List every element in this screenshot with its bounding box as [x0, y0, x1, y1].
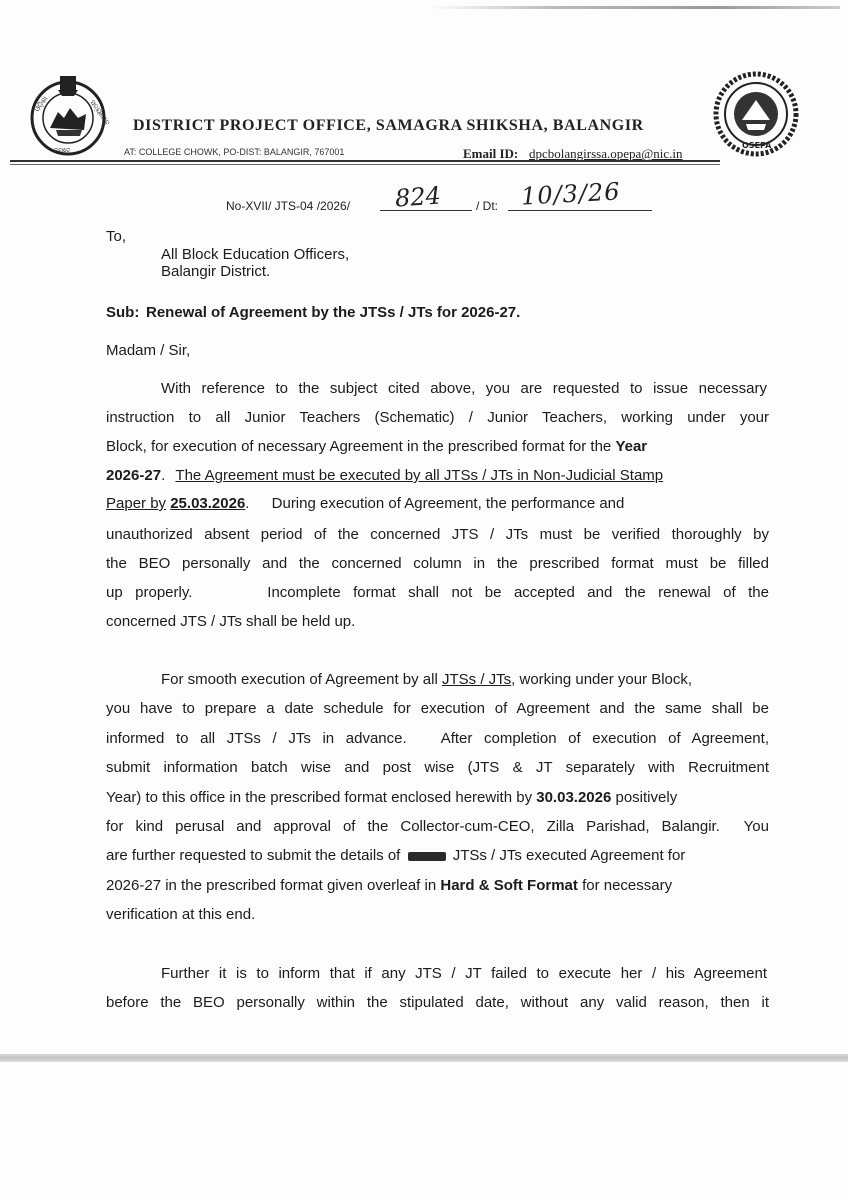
para1-paper-by: Paper by — [106, 495, 167, 512]
para1-line-3 — [106, 438, 647, 455]
handwritten-letter-number: 824 — [394, 181, 442, 213]
para2-line-7-text: are further requested to submit the details of — [106, 847, 401, 864]
para1-deadline-date: 25.03.2026 — [170, 495, 246, 512]
para2-line-5 — [106, 789, 677, 806]
reference-number: No-XVII/ JTS-04 /2026/ — [226, 199, 351, 213]
addressee-line-1: All Block Education Officers, — [161, 246, 350, 263]
para2-deadline-date: 30.03.2026 — [536, 789, 612, 806]
osepa-seal-icon — [712, 70, 800, 158]
para2-line-5-text: Year) to this office in the prescribed format enclosed herewith by — [106, 789, 533, 806]
scan-edge-line — [430, 6, 840, 9]
page-fold-edge — [0, 1054, 848, 1062]
para2-line-1-end: , working under your Block, — [511, 671, 693, 688]
para2-line-7 — [106, 847, 685, 864]
para1-stamp-paper-note: The Agreement must be executed by all JTSs / JTs in Non-Judicial Stamp — [175, 467, 664, 484]
para1-line-6: unauthorized absent period of the concerned JTS / JTs must be verified thoroughly by — [106, 526, 769, 543]
odisha-emblem-icon — [24, 72, 112, 156]
para1-year-label: Year — [615, 438, 648, 455]
svg-text:OSEPA: OSEPA — [742, 141, 772, 150]
para1-line-1: With reference to the subject cited above, you are requested to issue necessary — [161, 380, 767, 397]
para2-line-9: verification at this end. — [106, 906, 256, 923]
para2-line-2: you have to prepare a date schedule for execution of Agreement and the same shall be — [106, 700, 769, 717]
para1-period-2: . — [245, 495, 250, 512]
para1-line-8: up properly. Incomplete format shall not be accepted and the renewal of the — [106, 584, 769, 601]
para2-line-1-text: For smooth execution of Agreement by all — [161, 671, 438, 688]
to-label: To, — [106, 228, 127, 245]
para2-positively: positively — [615, 789, 678, 806]
para2-line-8 — [106, 877, 672, 894]
subject-text: Renewal of Agreement by the JTSs / JTs for 2026-27. — [146, 304, 521, 321]
addressee-line-2: Balangir District. — [161, 263, 271, 280]
para1-line-7: the BEO personally and the concerned column in the prescribed format must be filled — [106, 555, 769, 572]
para1-year-value: 2026-27 — [106, 467, 162, 484]
para1-line-5-text: During execution of Agreement, the performance and — [271, 495, 625, 512]
handwritten-date: 10/3/26 — [520, 177, 622, 211]
header-divider-thin — [10, 164, 720, 165]
para2-line-3: informed to all JTSs / JTs in advance. After completion of execution of Agreement, — [106, 730, 769, 747]
para2-line-8-text: 2026-27 in the prescribed format given overleaf in — [106, 877, 437, 894]
para1-line-5 — [106, 495, 624, 512]
para1-line-2: instruction to all Junior Teachers (Schematic) / Junior Teachers, working under your — [106, 409, 769, 426]
office-address: AT: COLLEGE CHOWK, PO-DIST: BALANGIR, 767001 — [124, 147, 345, 157]
para2-line-6: for kind perusal and approval of the Collector-cum-CEO, Zilla Parishad, Balangir. You — [106, 818, 769, 835]
para2-format-type: Hard & Soft Format — [440, 877, 578, 894]
subject-label: Sub: — [106, 304, 140, 321]
svg-text:ଓଡ଼ିଶା: ଓଡ଼ିଶା — [33, 94, 50, 114]
para1-line-3-text: Block, for execution of necessary Agreement in the prescribed format for the — [106, 438, 612, 455]
email-label: Email ID: — [463, 146, 519, 161]
para2-line-7-end: JTSs / JTs executed Agreement for — [452, 847, 686, 864]
para2-line-1 — [161, 671, 692, 688]
date-label: / Dt: — [476, 199, 499, 213]
office-title: DISTRICT PROJECT OFFICE, SAMAGRA SHIKSHA, BALANGIR — [133, 117, 644, 134]
para3-line-1: Further it is to inform that if any JTS / JT failed to execute her / his Agreement — [161, 965, 767, 982]
email-address: dpcbolangirssa.opepa@nic.in — [529, 146, 683, 161]
para2-line-8-end: for necessary — [582, 877, 673, 894]
svg-text:ଜୟତେ: ଜୟତେ — [54, 147, 71, 154]
header-divider — [10, 160, 720, 162]
para1-line-4 — [106, 467, 663, 484]
svg-text:ସତ୍ୟମେବ: ସତ୍ୟମେବ — [88, 98, 112, 127]
salutation: Madam / Sir, — [106, 342, 191, 359]
para1-period: . — [161, 467, 166, 484]
para3-line-2: before the BEO personally within the stipulated date, without any valid reason, then it — [106, 994, 769, 1011]
struck-out-word — [408, 852, 446, 861]
para2-line-4: submit information batch wise and post wise (JTS & JT separately with Recruitment — [106, 759, 769, 776]
para1-line-9: concerned JTS / JTs shall be held up. — [106, 613, 356, 630]
para2-jts-jt: JTSs / JTs — [441, 671, 512, 688]
